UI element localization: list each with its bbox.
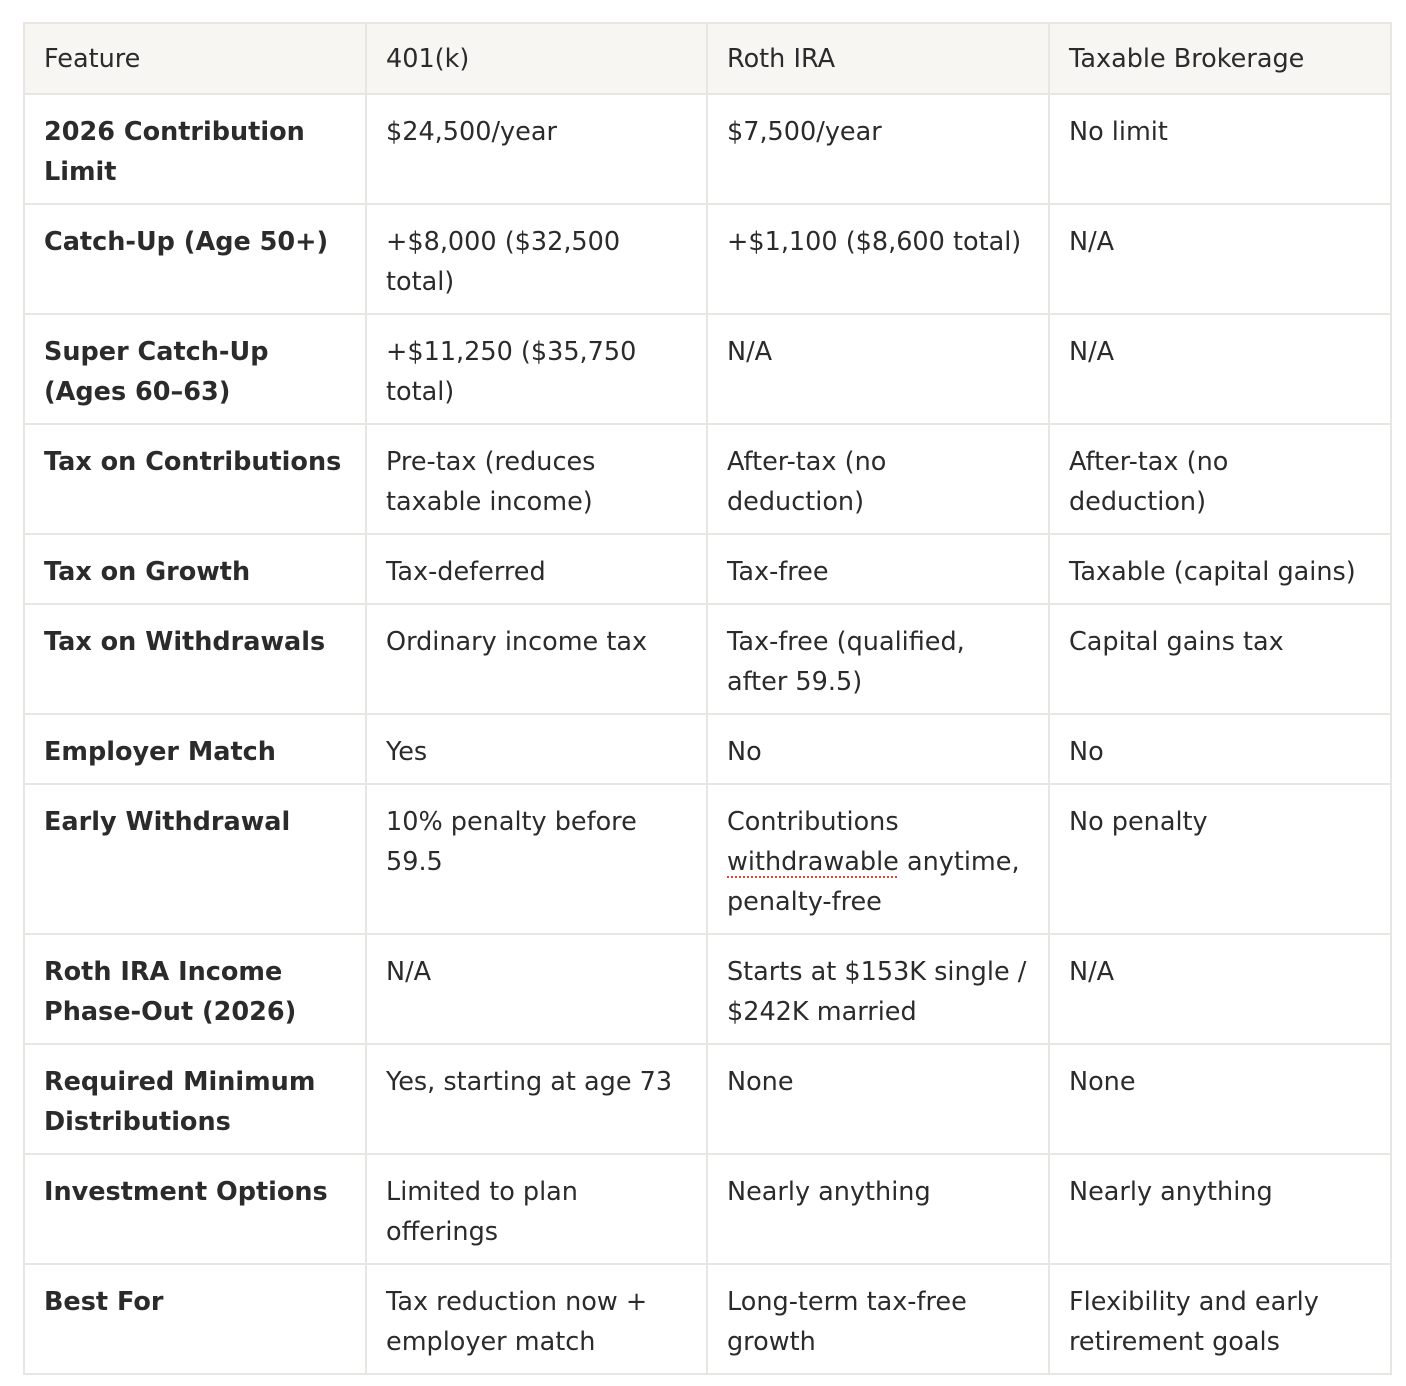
table-row-employer-match	[24, 714, 1391, 784]
row-label: Super Catch-Up (Ages 60–63)	[24, 314, 366, 424]
row-label: Investment Options	[24, 1154, 366, 1264]
cell-taxable-brokerage: Nearly anything	[1049, 1154, 1391, 1264]
header-feature: Feature	[24, 23, 366, 94]
cell-taxable-brokerage: Capital gains tax	[1049, 604, 1391, 714]
table-row-tax-on-growth	[24, 534, 1391, 604]
cell-roth-ira: Tax-free	[707, 534, 1049, 604]
cell-roth-ira	[707, 784, 1049, 934]
cell-taxable-brokerage: N/A	[1049, 314, 1391, 424]
cell-roth-ira: +$1,100 ($8,600 total)	[707, 204, 1049, 314]
cell-taxable-brokerage: N/A	[1049, 204, 1391, 314]
row-label: Tax on Contributions	[24, 424, 366, 534]
cell-taxable-brokerage: Flexibility and early retirement goals	[1049, 1264, 1391, 1374]
table-row-early-withdrawal	[24, 784, 1391, 934]
row-label: Roth IRA Income Phase-Out (2026)	[24, 934, 366, 1044]
row-label: Tax on Withdrawals	[24, 604, 366, 714]
cell-401k: Yes	[366, 714, 707, 784]
cell-roth-ira: Nearly anything	[707, 1154, 1049, 1264]
table-row-rmd	[24, 1044, 1391, 1154]
row-label: Early Withdrawal	[24, 784, 366, 934]
cell-401k: Pre-tax (reduces taxable income)	[366, 424, 707, 534]
cell-roth-ira: $7,500/year	[707, 94, 1049, 204]
header-taxable-brokerage: Taxable Brokerage	[1049, 23, 1391, 94]
cell-401k: 10% penalty before 59.5	[366, 784, 707, 934]
cell-taxable-brokerage: No penalty	[1049, 784, 1391, 934]
cell-text-part: anytime, penalty-free	[727, 847, 1020, 917]
retirement-account-comparison-table	[23, 22, 1392, 1375]
table-row-investment-options	[24, 1154, 1391, 1264]
cell-roth-ira: No	[707, 714, 1049, 784]
cell-roth-ira: None	[707, 1044, 1049, 1154]
row-label: Best For	[24, 1264, 366, 1374]
cell-taxable-brokerage: N/A	[1049, 934, 1391, 1044]
cell-roth-ira: Long-term tax-free growth	[707, 1264, 1049, 1374]
comparison-table-container	[23, 22, 1390, 1375]
cell-401k: $24,500/year	[366, 94, 707, 204]
table-row-tax-on-contributions	[24, 424, 1391, 534]
cell-roth-ira: Starts at $153K single / $242K married	[707, 934, 1049, 1044]
cell-taxable-brokerage: After-tax (no deduction)	[1049, 424, 1391, 534]
table-row-best-for	[24, 1264, 1391, 1374]
cell-taxable-brokerage: Taxable (capital gains)	[1049, 534, 1391, 604]
row-label: Tax on Growth	[24, 534, 366, 604]
row-label: Employer Match	[24, 714, 366, 784]
cell-401k: Tax reduction now + employer match	[366, 1264, 707, 1374]
row-label: Catch-Up (Age 50+)	[24, 204, 366, 314]
table-header-row	[24, 23, 1391, 94]
table-row-catch-up	[24, 204, 1391, 314]
cell-401k: Ordinary income tax	[366, 604, 707, 714]
cell-roth-ira: After-tax (no deduction)	[707, 424, 1049, 534]
cell-roth-ira: Tax-free (qualified, after 59.5)	[707, 604, 1049, 714]
row-label: Required Minimum Distributions	[24, 1044, 366, 1154]
header-401k: 401(k)	[366, 23, 707, 94]
row-label: 2026 Contribution Limit	[24, 94, 366, 204]
cell-401k: N/A	[366, 934, 707, 1044]
cell-taxable-brokerage: No limit	[1049, 94, 1391, 204]
table-row-income-phase-out	[24, 934, 1391, 1044]
cell-taxable-brokerage: None	[1049, 1044, 1391, 1154]
cell-text-part: Contributions	[727, 807, 899, 837]
cell-401k: +$11,250 ($35,750 total)	[366, 314, 707, 424]
cell-roth-ira: N/A	[707, 314, 1049, 424]
header-roth-ira: Roth IRA	[707, 23, 1049, 94]
cell-401k: Yes, starting at age 73	[366, 1044, 707, 1154]
cell-401k: Limited to plan offerings	[366, 1154, 707, 1264]
table-row-super-catch-up	[24, 314, 1391, 424]
spellcheck-underlined-word: withdrawable	[727, 847, 899, 877]
cell-401k: +$8,000 ($32,500 total)	[366, 204, 707, 314]
cell-401k: Tax-deferred	[366, 534, 707, 604]
table-row-tax-on-withdrawals	[24, 604, 1391, 714]
cell-taxable-brokerage: No	[1049, 714, 1391, 784]
table-row-contribution-limit	[24, 94, 1391, 204]
